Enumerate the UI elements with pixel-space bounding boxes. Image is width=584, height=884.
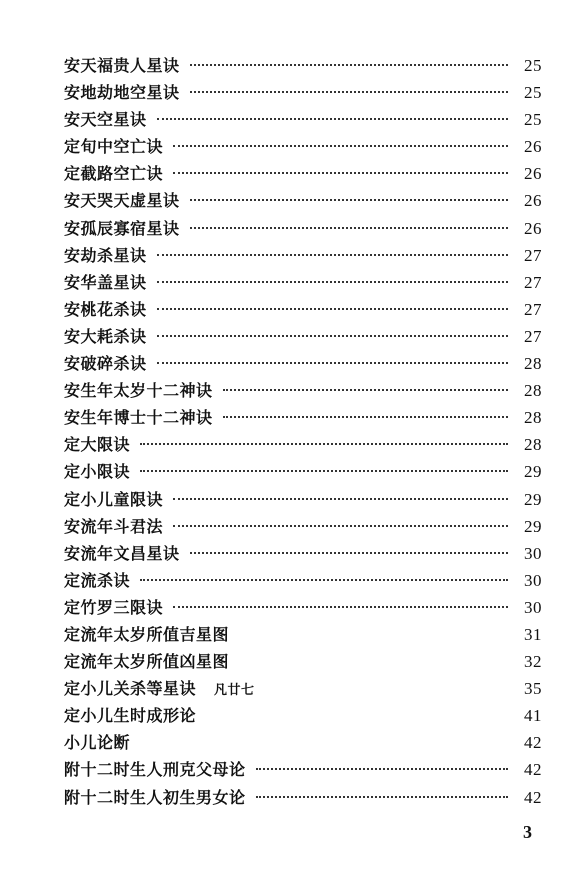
toc-entry bbox=[64, 729, 542, 756]
page-number: 3 bbox=[523, 822, 532, 842]
toc-leader-dots bbox=[140, 470, 508, 472]
toc-entry bbox=[64, 540, 542, 567]
table-of-contents bbox=[64, 52, 542, 811]
toc-entry-page: 30 bbox=[524, 570, 542, 590]
toc-leader-dots bbox=[140, 443, 508, 445]
toc-leader-dots bbox=[157, 118, 508, 120]
toc-entry bbox=[64, 648, 542, 675]
toc-entry-title: 安天福贵人星诀 bbox=[64, 56, 180, 75]
toc-entry-title: 安华盖星诀 bbox=[64, 272, 147, 292]
toc-entry bbox=[64, 431, 542, 458]
toc-leader-dots bbox=[157, 254, 508, 256]
toc-leader-dots bbox=[173, 172, 508, 174]
toc-entry-title: 安大耗杀诀 bbox=[64, 326, 147, 346]
toc-entry-page: 27 bbox=[524, 272, 542, 292]
toc-entry-title: 安破碎杀诀 bbox=[64, 354, 147, 374]
toc-entry bbox=[64, 133, 542, 160]
toc-entry bbox=[64, 756, 542, 783]
toc-entry-page: 31 bbox=[524, 624, 542, 644]
toc-entry-title: 小儿论断 bbox=[64, 733, 131, 753]
toc-leader-dots bbox=[157, 308, 508, 310]
toc-leader-dots bbox=[190, 552, 508, 554]
toc-leader-dots bbox=[190, 64, 508, 66]
toc-entry-title: 定小限诀 bbox=[64, 462, 131, 482]
toc-entry-title: 安生年博士十二神诀 bbox=[64, 408, 213, 428]
toc-entry-page: 42 bbox=[524, 733, 542, 753]
toc-entry-page: 30 bbox=[524, 543, 542, 563]
toc-entry bbox=[64, 350, 542, 377]
toc-entry-title: 安孤辰寡宿星诀 bbox=[64, 218, 180, 238]
toc-leader-dots bbox=[256, 796, 508, 798]
toc-entry-page: 41 bbox=[524, 706, 542, 726]
toc-entry-page: 27 bbox=[524, 326, 542, 346]
toc-entry-page: 28 bbox=[524, 435, 542, 455]
toc-entry-title: 安天空星诀 bbox=[64, 110, 147, 130]
toc-entry bbox=[64, 377, 542, 404]
toc-entry bbox=[64, 269, 542, 296]
toc-entry-page: 42 bbox=[524, 760, 542, 780]
toc-entry bbox=[64, 106, 542, 133]
toc-entry-page: 28 bbox=[524, 354, 542, 374]
toc-entry-page: 29 bbox=[524, 489, 542, 509]
toc-entry-title: 安流年斗君法 bbox=[64, 516, 164, 536]
toc-entry-page: 25 bbox=[524, 110, 542, 130]
toc-entry bbox=[64, 675, 542, 702]
toc-entry-page: 42 bbox=[524, 787, 542, 807]
toc-entry-page: 25 bbox=[524, 56, 542, 75]
toc-entry bbox=[64, 242, 542, 269]
toc-entry-page: 30 bbox=[524, 597, 542, 617]
toc-leader-dots bbox=[173, 145, 508, 147]
toc-entry bbox=[64, 567, 542, 594]
toc-entry-title: 定流杀诀 bbox=[64, 570, 131, 590]
toc-entry-title: 安桃花杀诀 bbox=[64, 299, 147, 319]
toc-entry bbox=[64, 486, 542, 513]
toc-entry bbox=[64, 323, 542, 350]
toc-entry-title: 安地劫地空星诀 bbox=[64, 83, 180, 103]
toc-entry bbox=[64, 296, 542, 323]
toc-leader-dots bbox=[190, 91, 508, 93]
toc-leader-dots bbox=[173, 525, 508, 527]
toc-entry-title: 安生年太岁十二神诀 bbox=[64, 381, 213, 401]
toc-leader-dots bbox=[223, 389, 508, 391]
toc-leader-dots bbox=[157, 281, 508, 283]
toc-leader-dots bbox=[157, 362, 508, 364]
toc-entry bbox=[64, 404, 542, 431]
toc-entry-page: 28 bbox=[524, 408, 542, 428]
toc-entry-title: 安流年文昌星诀 bbox=[64, 543, 180, 563]
toc-entry-title: 附十二时生人刑克父母论 bbox=[64, 760, 246, 780]
toc-entry bbox=[64, 621, 542, 648]
toc-entry-title: 定截路空亡诀 bbox=[64, 164, 164, 184]
toc-entry-page: 28 bbox=[524, 381, 542, 401]
toc-entry bbox=[64, 513, 542, 540]
toc-entry-title: 定流年太岁所值凶星图 bbox=[64, 652, 230, 672]
toc-entry bbox=[64, 215, 542, 242]
toc-entry bbox=[64, 79, 542, 106]
toc-leader-dots bbox=[190, 227, 508, 229]
toc-entry-title: 定小儿关杀等星诀 bbox=[64, 679, 197, 699]
toc-entry-page: 29 bbox=[524, 462, 542, 482]
toc-leader-dots bbox=[190, 199, 508, 201]
toc-entry-title: 定小儿童限诀 bbox=[64, 489, 164, 509]
toc-entry-title: 定小儿生时成形论 bbox=[64, 706, 197, 726]
toc-entry-title: 安劫杀星诀 bbox=[64, 245, 147, 265]
toc-leader-dots bbox=[173, 606, 508, 608]
toc-entry-note: 凡廿七 bbox=[214, 683, 255, 699]
toc-entry-page: 25 bbox=[524, 83, 542, 103]
toc-entry-page: 29 bbox=[524, 516, 542, 536]
toc-entry-title: 定流年太岁所值吉星图 bbox=[64, 624, 230, 644]
toc-entry-title: 定竹罗三限诀 bbox=[64, 597, 164, 617]
toc-entry-title: 附十二时生人初生男女论 bbox=[64, 787, 246, 807]
toc-entry-page: 35 bbox=[524, 679, 542, 699]
toc-entry-page: 26 bbox=[524, 218, 542, 238]
toc-leader-dots bbox=[173, 498, 508, 500]
toc-entry-title: 定大限诀 bbox=[64, 435, 131, 455]
toc-leader-dots bbox=[256, 768, 508, 770]
toc-leader-dots bbox=[140, 579, 508, 581]
toc-entry bbox=[64, 160, 542, 187]
toc-leader-dots bbox=[157, 335, 508, 337]
toc-entry-title: 安天哭天虚星诀 bbox=[64, 191, 180, 211]
toc-entry-page: 27 bbox=[524, 299, 542, 319]
toc-entry bbox=[64, 702, 542, 729]
toc-entry-page: 32 bbox=[524, 652, 542, 672]
toc-entry-page: 27 bbox=[524, 245, 542, 265]
toc-entry bbox=[64, 187, 542, 214]
toc-entry-page: 26 bbox=[524, 164, 542, 184]
toc-entry bbox=[64, 52, 542, 79]
toc-entry bbox=[64, 784, 542, 811]
toc-entry bbox=[64, 458, 542, 485]
toc-leader-dots bbox=[223, 416, 508, 418]
toc-entry bbox=[64, 594, 542, 621]
toc-entry-page: 26 bbox=[524, 191, 542, 211]
toc-entry-page: 26 bbox=[524, 137, 542, 157]
toc-entry-title: 定旬中空亡诀 bbox=[64, 137, 164, 157]
